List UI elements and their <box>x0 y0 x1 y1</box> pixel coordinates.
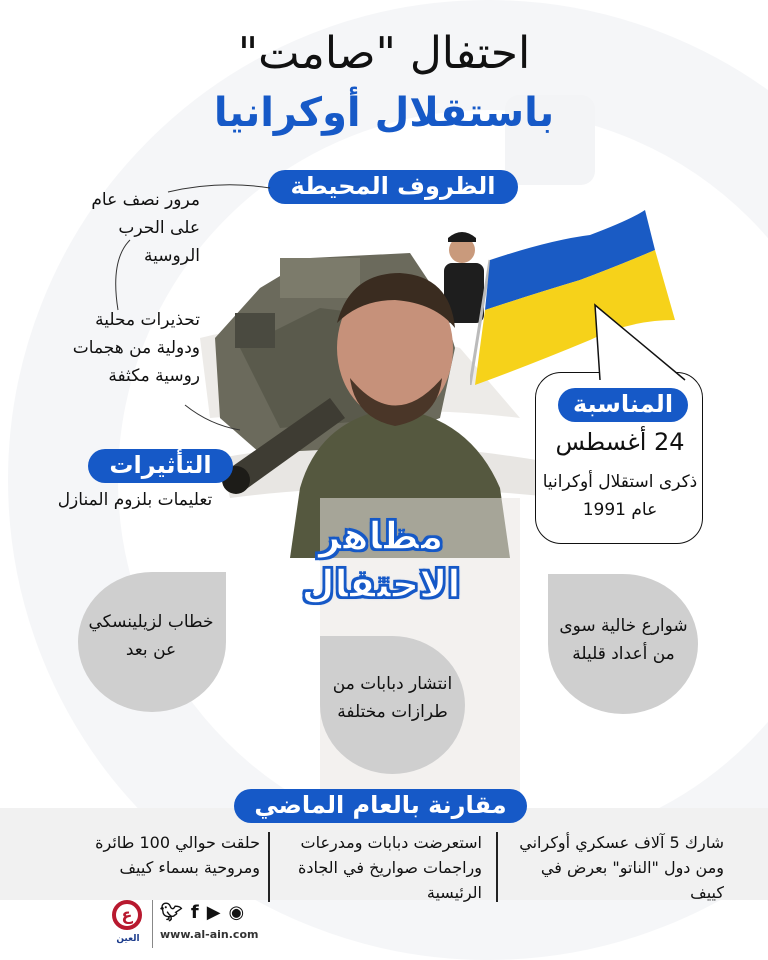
occasion-callout-pointer <box>590 300 700 390</box>
comparison-item-1: شارك 5 آلاف عسكري أوكراني ومن دول "الناتو" بعرض في كييف <box>519 833 724 902</box>
effects-label: التأثيرات <box>88 449 233 483</box>
comparison-item-2: استعرضت دبابات ومدرعات وراجمات صواريخ في الجادة الرئيسية <box>297 833 482 902</box>
page-subtitle: باستقلال أوكرانيا <box>213 90 555 136</box>
context-label: الظروف المحيطة <box>268 170 518 204</box>
occasion-description: ذكرى استقلال أوكرانيا عام 1991 <box>542 472 698 520</box>
comparison-label: مقارنة بالعام الماضي <box>234 789 527 823</box>
comparison-divider <box>268 832 270 902</box>
twitter-icon[interactable]: 🐦︎ <box>160 902 183 923</box>
context-item-2: تحذيرات محلية ودولية من هجمات روسية مكثفة <box>72 310 200 386</box>
comparison-item-3: حلقت حوالي 100 طائرة ومروحية بسماء كييف <box>95 833 260 877</box>
occasion-label: المناسبة <box>558 388 688 422</box>
context-connector-lines <box>110 180 280 450</box>
footer-divider <box>152 900 153 948</box>
website-link[interactable]: www.al-ain.com <box>160 928 259 941</box>
facebook-icon[interactable]: f <box>190 902 199 923</box>
social-icons <box>160 902 244 923</box>
effects-text: تعليمات بلزوم المنازل <box>57 490 213 510</box>
celebration-item-2: انتشار دبابات من طرازات مختلفة <box>332 674 453 722</box>
celebration-item-3: شوارع خالية سوى من أعداد قليلة <box>559 616 688 664</box>
al-ain-logo-icon[interactable]: ع <box>112 900 142 930</box>
comparison-divider <box>496 832 498 902</box>
al-ain-logo-text: العين <box>116 934 140 944</box>
context-item-1: مرور نصف عام على الحرب الروسية <box>91 190 200 266</box>
celebrations-title: مظاهر الاحتفال <box>301 514 461 606</box>
occasion-date: 24 أغسطس <box>555 428 685 456</box>
footer <box>108 898 268 950</box>
instagram-icon[interactable]: ◉ <box>228 902 245 923</box>
celebration-item-1: خطاب لزيلينسكي عن بعد <box>88 612 214 660</box>
page-title: احتفال "صامت" <box>237 28 531 79</box>
youtube-icon[interactable]: ▶ <box>206 902 221 923</box>
